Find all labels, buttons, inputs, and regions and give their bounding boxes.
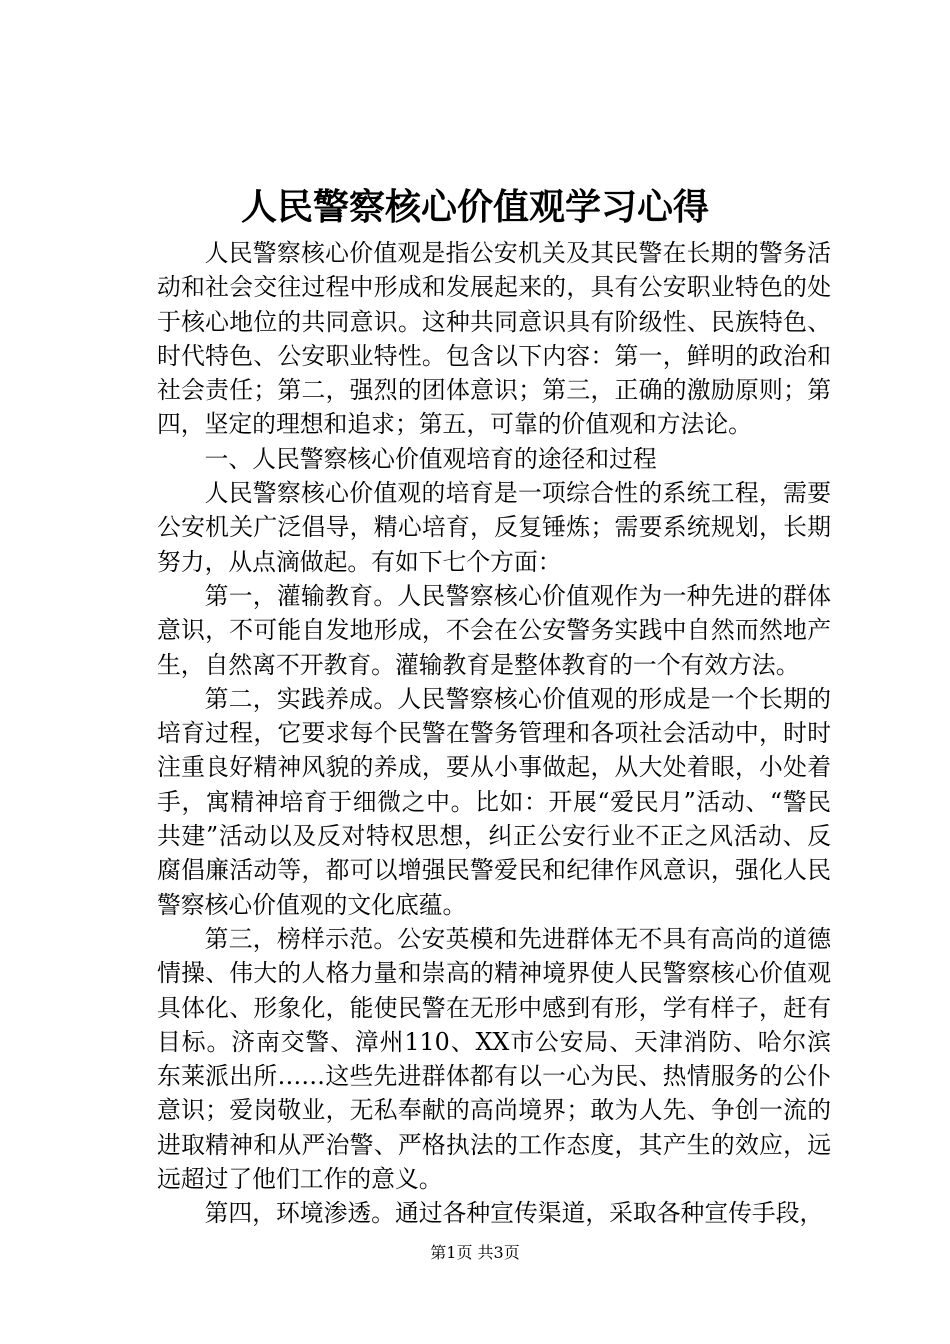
paragraph: 第一，灌输教育。人民警察核心价值观作为一种先进的群体意识，不可能自发地形成，不会在公安警务实践中自然而然地产生，自然离不开教育。灌输教育是整体教育的一个有效方法。 — [157, 581, 831, 679]
paragraph: 第三，榜样示范。公安英模和先进群体无不具有高尚的道德情操、伟大的人格力量和崇高的精神境界使人民警察核心价值观具体化、形象化，能使民警在无形中感到有形，学有样子，赶有目标。济南交警、漳州110、XX市公安局、天津消防、哈尔滨东莱派出所……这些先进群体都有以一心为民、热情服务的公仆意识；爱岗敬业，无私奉献的高尚境界；敢为人先、争创一流的进取精神和从严治警、严格执法的工作态度，其产生的效应，远远超过了他们工作的意义。 — [157, 924, 831, 1194]
document-body — [157, 236, 831, 1231]
paragraph-intro: 人民警察核心价值观是指公安机关及其民警在长期的警务活动和社会交往过程中形成和发展起来的，具有公安职业特色的处于核心地位的共同意识。这种共同意识具有阶级性、民族特色、时代特色、公安职业特性。包含以下内容：第一，鲜明的政治和社会责任；第二，强烈的团体意识；第三，正确的激励原则；第四，坚定的理想和追求；第五，可靠的价值观和方法论。 — [157, 239, 831, 439]
paragraph: 第四，环境渗透。通过各种宣传渠道，采取各种宣传手段， — [204, 1199, 824, 1228]
document-title: 人民警察核心价值观学习心得 — [240, 187, 709, 228]
page-indicator: 第1页 共3页 — [430, 1243, 520, 1262]
section-heading: 一、人民警察核心价值观培育的途径和过程 — [204, 444, 657, 473]
paragraph: 第二，实践养成。人民警察核心价值观的形成是一个长期的培育过程，它要求每个民警在警务管理和各项社会活动中，时时注重良好精神风貌的养成，要从小事做起，从大处着眼，小处着手，寓精神培育于细微之中。比如：开展“爱民月”活动、“警民共建”活动以及反对特权思想，纠正公安行业不正之风活动、反腐倡廉活动等，都可以增强民警爱民和纪律作风意识，强化人民警察核心价值观的文化底蕴。 — [157, 684, 831, 919]
paragraph: 人民警察核心价值观的培育是一项综合性的系统工程，需要公安机关广泛倡导，精心培育，反复锤炼；需要系统规划，长期努力，从点滴做起。有如下七个方面： — [157, 479, 831, 576]
